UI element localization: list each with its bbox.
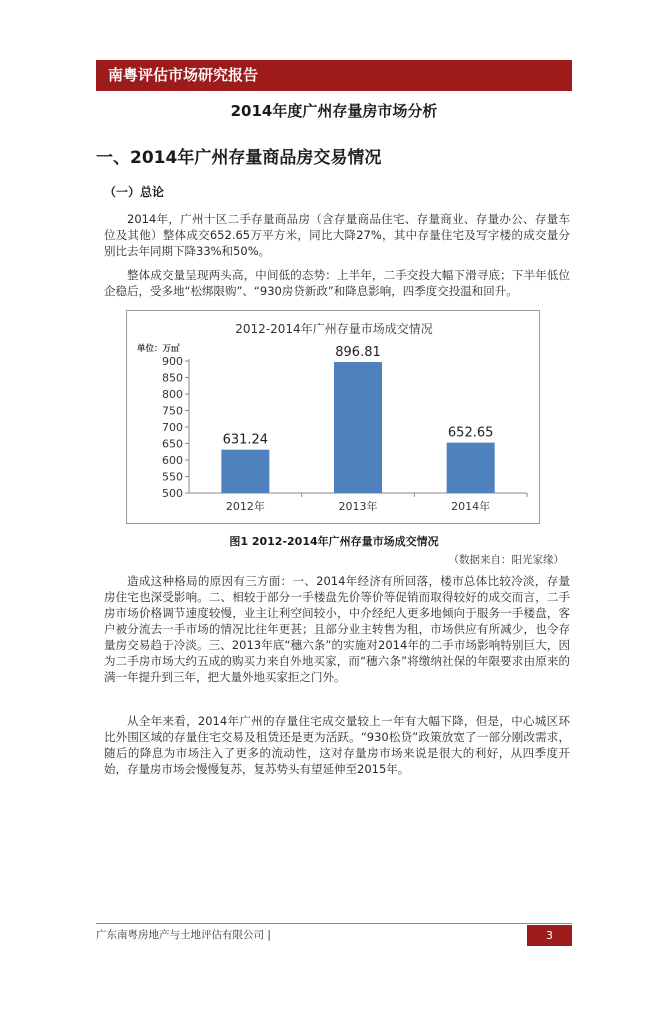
x-tick-label: 2012年 [225, 500, 265, 513]
page-number: 3 [527, 925, 572, 946]
y-tick-label: 900 [162, 355, 183, 368]
y-tick-label: 500 [162, 487, 183, 500]
paragraph-causes: 造成这种格局的原因有三方面：一、2014年经济有所回落，楼市总体比较冷淡，存量房住宅也深受影响。二、相较于部分一手楼盘先价等价等促销而取得较好的成交而言，二手房市场价格调节速度较慢，业主让利空间较小，中介经纪人更多地倾向于服务一手楼盘，客户被分流去一手市场的情况比往年更甚；且部分业主转售为租，市场供应有所减少，也令存量房交易趋于冷淡。三、2013年底“穗六条”的实施对2014年的二手市场影响特别巨大，因为二手房市场大约五成的购买力来自外地买家，而“穗六条”将缴纳社保的年限要求由原来的满一年提升到三年，把大量外地买家拒之门外。 [104, 574, 570, 684]
bar-2014年 [447, 443, 495, 493]
section-heading: 一、2014年广州存量商品房交易情况 [96, 148, 382, 168]
x-tick-label: 2013年 [338, 500, 378, 513]
report-header-bar [96, 60, 572, 91]
bar-value-label: 652.65 [447, 425, 494, 441]
chart-bars [221, 345, 494, 493]
y-tick-label: 750 [162, 404, 183, 418]
y-tick-label: 550 [162, 470, 183, 484]
paragraph-outlook: 从全年来看，2014年广州的存量住宅成交量较上一年有大幅下降，但是，中心城区环比外围区域的存量住宅交易及租赁还是更为活跃。“930松贷”政策放宽了一部分刚改需求，随后的降息为市场注入了更多的流动性，这对存量房市场来说是很大的利好，从四季度开始，存量房市场会慢慢复苏，复苏势头有望延伸至2015年。 [104, 714, 570, 776]
y-tick-label: 800 [162, 388, 183, 401]
y-tick-label: 650 [162, 437, 183, 451]
bar-value-label: 896.81 [335, 345, 381, 361]
x-tick-label: 2014年 [451, 500, 491, 513]
y-tick-label: 700 [162, 421, 183, 434]
chart-unit-label: 单位：万㎡ [137, 344, 180, 354]
report-header-title: 南粤评估市场研究报告 [108, 66, 259, 84]
footer-company: 广东南粤房地产与土地评估有限公司 | [96, 929, 271, 941]
y-tick-label: 850 [162, 371, 183, 385]
bar-2013年 [334, 362, 382, 493]
document-title: 2014年度广州存量房市场分析 [230, 102, 438, 120]
chart-title: 2012-2014年广州存量市场成交情况 [235, 322, 433, 336]
bar-value-label: 631.24 [222, 432, 269, 448]
data-source-note: （数据来自：阳光家缘） [448, 554, 564, 566]
footer-divider [96, 923, 572, 924]
paragraph-overview: 2014年，广州十区二手存量商品房（含存量商品住宅、存量商业、存量办公、存量车位及其他）整体成交652.65万平方米，同比大降27%，其中存量住宅及写字楼的成交量分别比去年同期下降33%和50%。 [104, 212, 570, 258]
bar-chart [126, 310, 540, 524]
y-tick-label: 600 [162, 454, 183, 467]
bar-2012年 [221, 450, 269, 493]
bar-chart-canvas [127, 311, 541, 525]
paragraph-trend: 整体成交量呈现两头高，中间低的态势：上半年，二手交投大幅下滑寻底；下半年低位企稳后，受多地“松绑限购”、“930房贷新政”和降息影响，四季度交投温和回升。 [104, 268, 570, 298]
subsection-heading: （一）总论 [104, 185, 165, 199]
figure-caption: 图1 2012-2014年广州存量市场成交情况 [229, 535, 439, 548]
